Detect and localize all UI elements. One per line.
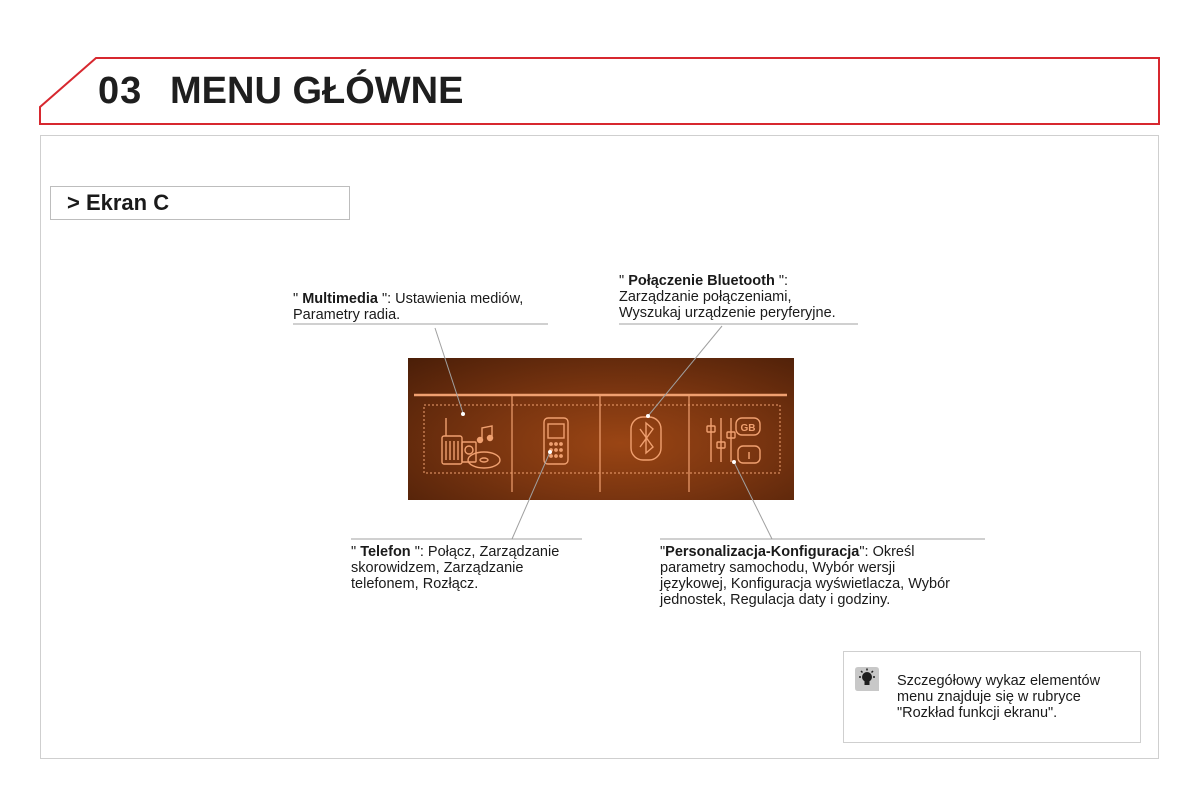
page-title: MENU GŁÓWNE [170,70,464,112]
callout-personalizacja-line1 [660,544,950,560]
callout-personalizacja-line4: jednostek, Regulacja daty i godziny. [660,592,891,608]
callout-telefon-line1 [351,544,559,560]
header-frame [0,0,1200,135]
badge-gb: GB [740,423,756,434]
callout-multimedia-line2: Parametry radia. [293,307,401,323]
badge-i: I [747,451,751,462]
callout-multimedia-title: Multimedia [302,291,378,307]
section-tab: > Ekran C [50,186,350,220]
callout-multimedia [293,291,523,323]
callout-telefon-line3: telefonem, Rozłącz. [351,576,479,592]
callout-personalizacja [660,544,950,608]
note-line3: "Rozkład funkcji ekranu". [897,705,1058,721]
callout-multimedia-line1 [293,291,523,307]
quote: " [293,291,303,307]
callout-personalizacja-title: Personalizacja-Konfiguracja [665,544,860,560]
callout-bluetooth-line1 [619,273,836,289]
note-line2: menu znajduje się w rubryce [897,689,1081,705]
note-text [897,673,1137,721]
quote: " [351,544,361,560]
note-line1: Szczegółowy wykaz elementów [897,673,1101,689]
callout-personalizacja-line2: parametry samochodu, Wybór wersji [660,560,896,576]
callout-telefon-line2: skorowidzem, Zarządzanie [351,560,524,576]
callout-text: ": Połącz, Zarządzanie [410,544,560,560]
chapter-number: 03 [98,70,143,112]
quote: " [660,544,666,560]
callout-bluetooth-line2: Zarządzanie połączeniami, [619,289,792,305]
callout-bluetooth-line3: Wyszukaj urządzenie peryferyjne. [619,305,836,321]
callout-bluetooth-title: Połączenie Bluetooth [628,273,775,289]
quote: " [619,273,629,289]
lightbulb-icon [852,664,882,694]
callout-personalizacja-line3: językowej, Konfiguracja wyświetlacza, Wybór [660,576,950,592]
callout-bluetooth [619,273,836,321]
callout-text: ": Określ [859,544,915,560]
display-screen [408,358,794,500]
callout-telefon [351,544,559,592]
callout-telefon-title: Telefon [360,544,411,560]
callout-text: ": [774,273,789,289]
callout-text: ": Ustawienia mediów, [377,291,524,307]
